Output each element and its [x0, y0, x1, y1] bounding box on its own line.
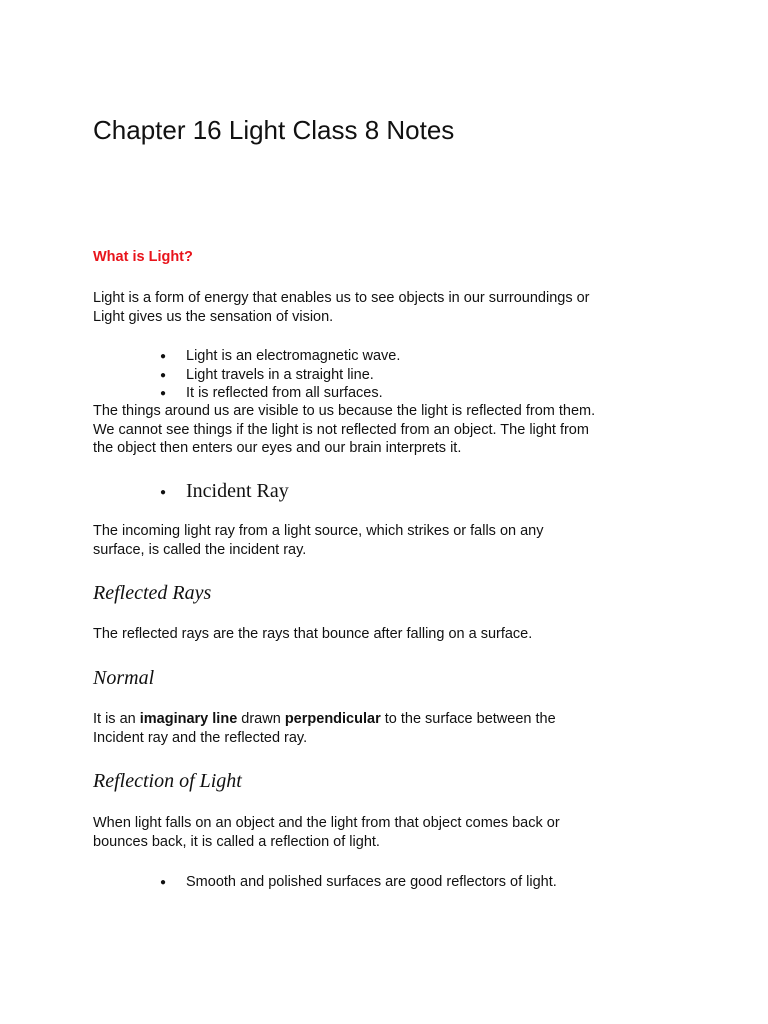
incident-line-2: surface, is called the incident ray.: [93, 541, 307, 558]
incident-line-1: The incoming light ray from a light source, which strikes or falls on any: [93, 523, 544, 539]
section-heading-normal: Normal: [93, 667, 155, 689]
incident-ray-paragraph: [93, 522, 544, 559]
bullet-icon: ●: [160, 369, 167, 381]
normal-paragraph: [93, 710, 556, 747]
section-heading-reflection-of-light: Reflection of Light: [93, 770, 242, 792]
bullet-icon: ●: [160, 487, 167, 498]
intro-line-1: Light is a form of energy that enables us to see objects in our surroundings or: [93, 290, 590, 306]
page-title: Chapter 16 Light Class 8 Notes: [93, 115, 455, 145]
reflected-rays-paragraph: The reflected rays are the rays that bounce after falling on a surface.: [93, 626, 533, 642]
normal-line-2: Incident ray and the reflected ray.: [93, 729, 308, 746]
normal-line-1: It is an imaginary line drawn perpendicular to the surface between the: [93, 711, 556, 727]
list-item: ● Light is an electromagnetic wave.: [152, 347, 400, 366]
reflection-line-1: When light falls on an object and the light from that object comes back or: [93, 815, 560, 831]
intro-line-2: Light gives us the sensation of vision.: [93, 308, 334, 325]
explanation-line-3: the object then enters our eyes and our brain interprets it.: [93, 440, 462, 456]
bullet-icon: ●: [160, 877, 167, 888]
section-heading-incident-ray: ● Incident Ray: [152, 479, 289, 503]
bullet-icon: ●: [160, 351, 167, 362]
visibility-explanation: [93, 402, 595, 458]
bullet-icon: ●: [160, 388, 167, 399]
reflectors-list: [152, 873, 557, 892]
list-item: ● Smooth and polished surfaces are good reflectors of light.: [152, 873, 557, 892]
light-properties-list: [152, 347, 400, 403]
list-item: ● It is reflected from all surfaces.: [152, 384, 400, 403]
term-perpendicular: perpendicular: [284, 711, 381, 727]
section-heading-what-is-light: What is Light?: [93, 249, 193, 265]
list-item: ● Light travels in a straight line.: [152, 366, 400, 385]
term-imaginary-line: imaginary line: [139, 711, 238, 727]
intro-paragraph: [93, 289, 590, 326]
reflection-line-2: bounces back, it is called a reflection of light.: [93, 833, 380, 850]
reflection-paragraph: [93, 814, 560, 851]
explanation-line-1: The things around us are visible to us because the light is reflected from them.: [93, 403, 596, 419]
explanation-line-2: We cannot see things if the light is not reflected from an object. The light from: [93, 421, 589, 438]
section-heading-reflected-rays: Reflected Rays: [93, 582, 212, 604]
